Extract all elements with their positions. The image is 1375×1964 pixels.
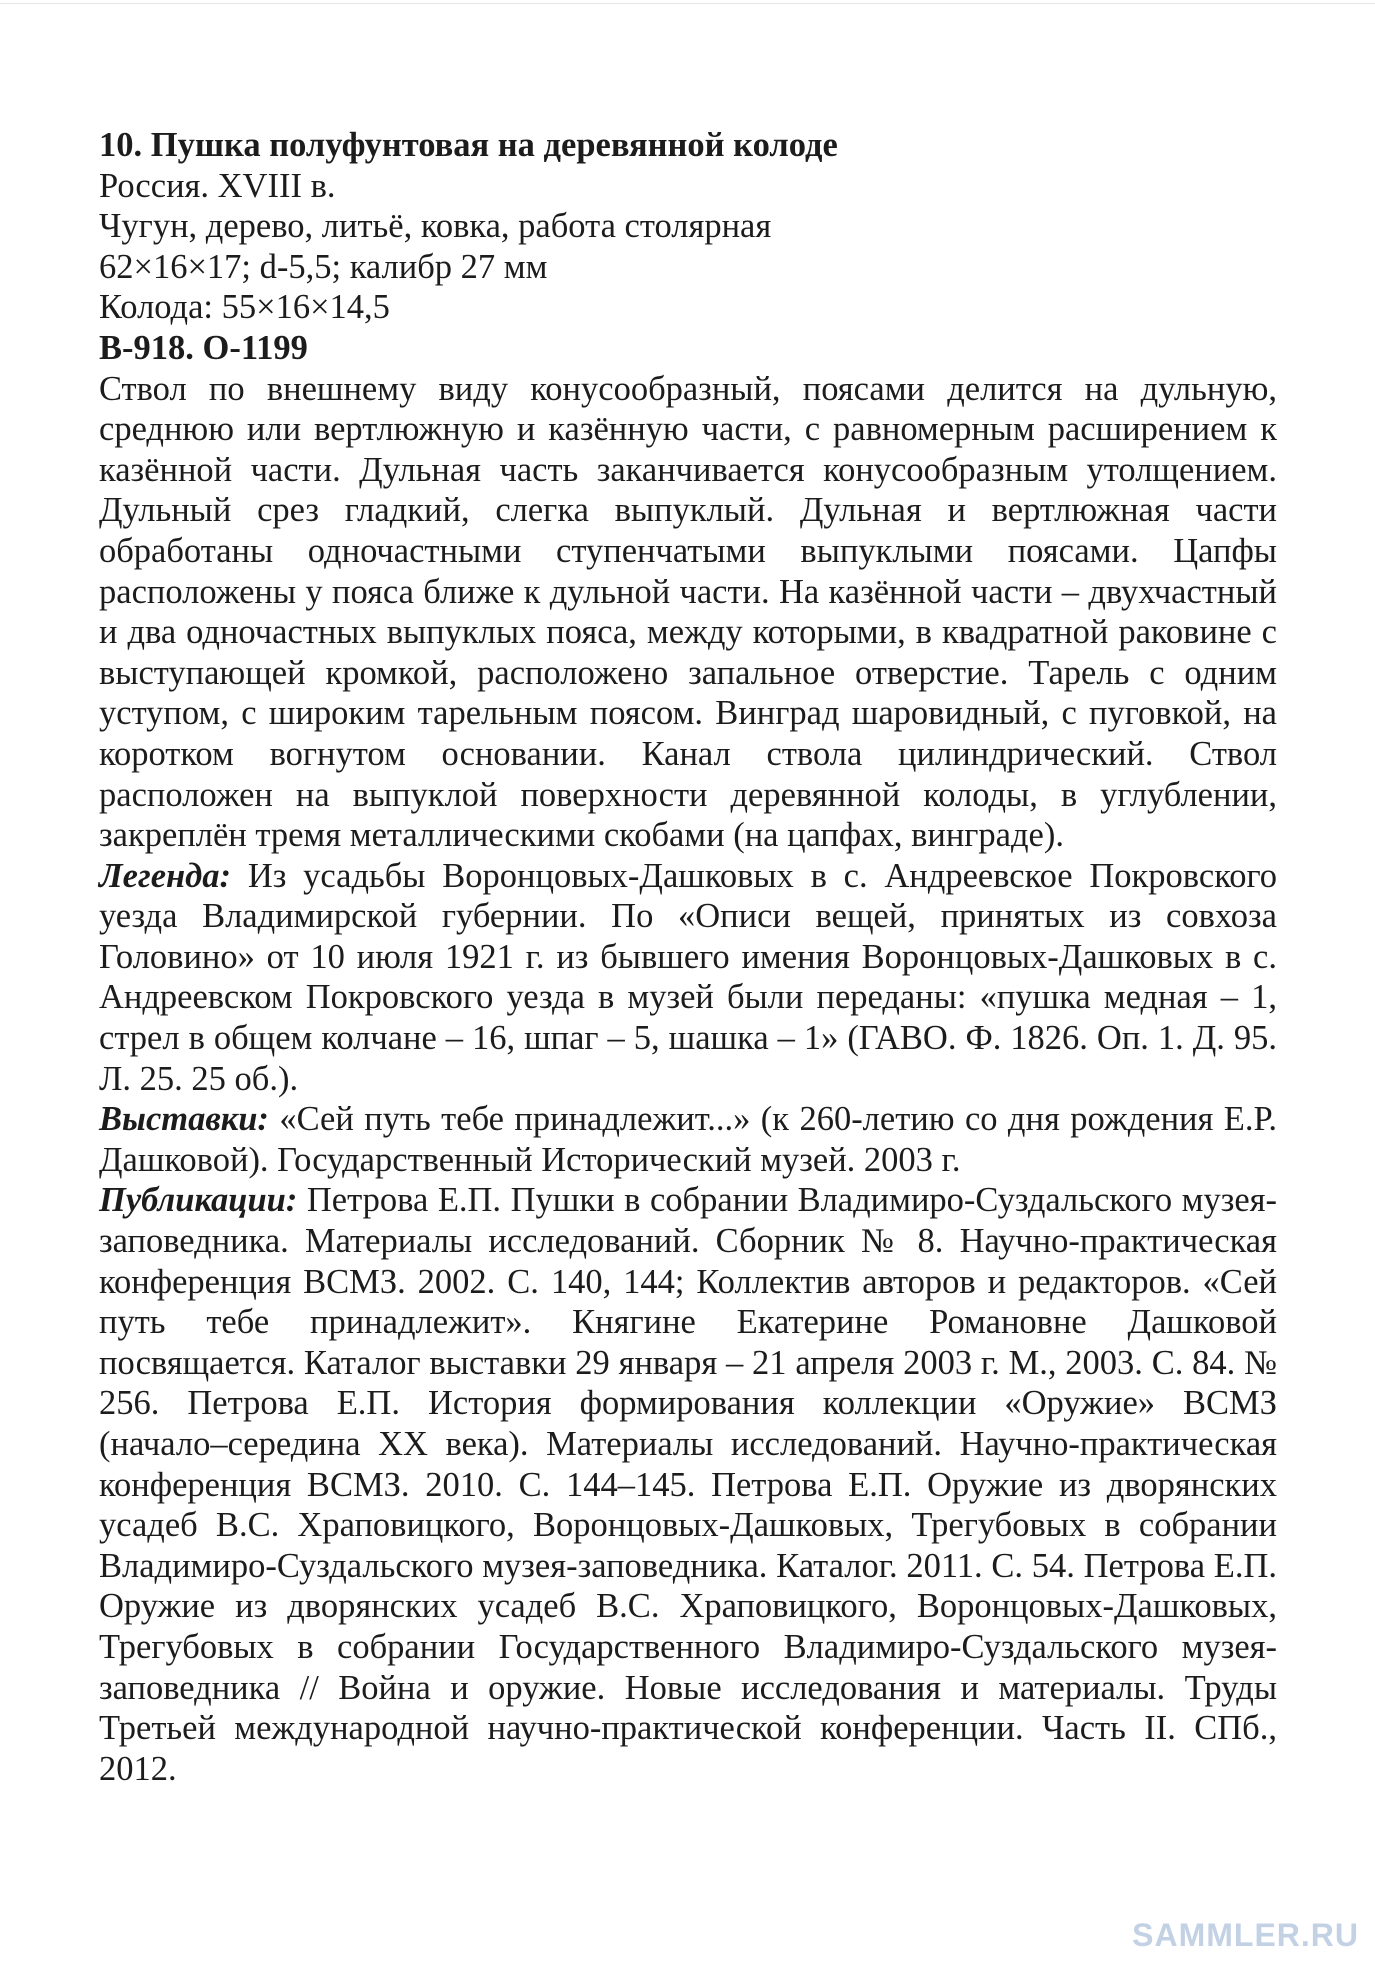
legend-paragraph: [99, 856, 1277, 1100]
legend-label: Легенда:: [99, 856, 232, 895]
legend-text: Из усадьбы Воронцовых-Дашковых в с. Андреевское Покровского уезда Владимирской губернии. По «Описи вещей, принятых из совхоза Головино» от 10 июля 1921 г. из бывшего имения Воронцовых-Дашковых в с. Андреевском Покровского уезда в музей были переданы: «пушка медная – 1, стрел в общем колчане – 16, шпаг – 5, шашка – 1» (ГАВО. Ф. 1826. Оп. 1. Д. 95. Л. 25. 25 об.).: [99, 856, 1278, 1098]
publications-paragraph: [99, 1180, 1277, 1789]
entry-dimensions: 62×16×17; d-5,5; калибр 27 мм: [99, 247, 548, 286]
publications-text: Петрова Е.П. Пушки в собрании Владимиро-Суздальского музея-заповедника. Материалы исследований. Сборник № 8. Научно-практическая конференция ВСМЗ. 2002. С. 140, 144; Коллектив авторов и редакторов. «Сей путь тебе принадлежит». Княгине Екатерине Романовне Дашковой посвящается. Каталог выставки 29 января – 21 апреля 2003 г. М., 2003. С. 84. № 256. Петрова Е.П. История формирования коллекции «Оружие» ВСМЗ (начало–середина XX века). Материалы исследований. Научно-практическая конференция ВСМЗ. 2010. С. 144–145. Петрова Е.П. Оружие из дворянских усадеб В.С. Храповицкого, Воронцовых-Дашковых, Трегубовых в собрании Владимиро-Суздальского музея-заповедника. Каталог. 2011. С. 54. Петрова Е.П. Оружие из дворянских усадеб В.С. Храповицкого, Воронцовых-Дашковых, Трегубовых в собрании Государственного Владимиро-Суздальского музея-заповедника // Война и оружие. Новые исследования и материалы. Труды Третьей международной научно-практической конференции. Часть II. СПб., 2012.: [99, 1181, 1277, 1788]
exhibitions-label: Выставки:: [99, 1100, 269, 1139]
publications-label: Публикации:: [99, 1181, 298, 1220]
exhibitions-text: «Сей путь тебе принадлежит...» (к 260-летию со дня рождения Е.Р. Дашковой). Государственный Исторический музей. 2003 г.: [99, 1100, 1277, 1179]
watermark: SAMMLER.RU: [1132, 1917, 1359, 1953]
entry-origin: Россия. XVIII в.: [99, 166, 336, 205]
page-top-border: [0, 3, 1375, 4]
entry-title: 10. Пушка полуфунтовая на деревянной колоде: [99, 126, 838, 164]
catalog-entry: [99, 125, 1277, 1789]
entry-carriage-dimensions: Колода: 55×16×14,5: [99, 288, 390, 327]
inventory-number: В-918. О-1199: [99, 328, 308, 367]
entry-materials: Чугун, дерево, литьё, ковка, работа столярная: [99, 207, 772, 246]
description-paragraph: Ствол по внешнему виду конусообразный, поясами делится на дульную, среднюю или вертлюжную и казённую части, с равномерным расширением к казённой части. Дульная часть заканчивается конусообразным утолщением. Дульный срез гладкий, слегка выпуклый. Дульная и вертлюжная части обработаны одночастными ступенчатыми выпуклыми поясами. Цапфы расположены у пояса ближе к дульной части. На казённой части – двухчастный и два одночастных выпуклых пояса, между которыми, в квадратной раковине с выступающей кромкой, расположено запальное отверстие. Тарель с одним уступом, с широким тарельным поясом. Винград шаровидный, с пуговкой, на коротком вогнутом основании. Канал ствола цилиндрический. Ствол расположен на выпуклой поверхности деревянной колоды, в углублении, закреплён тремя металлическими скобами (на цапфах, винграде).: [99, 369, 1277, 855]
exhibitions-paragraph: [99, 1099, 1277, 1180]
